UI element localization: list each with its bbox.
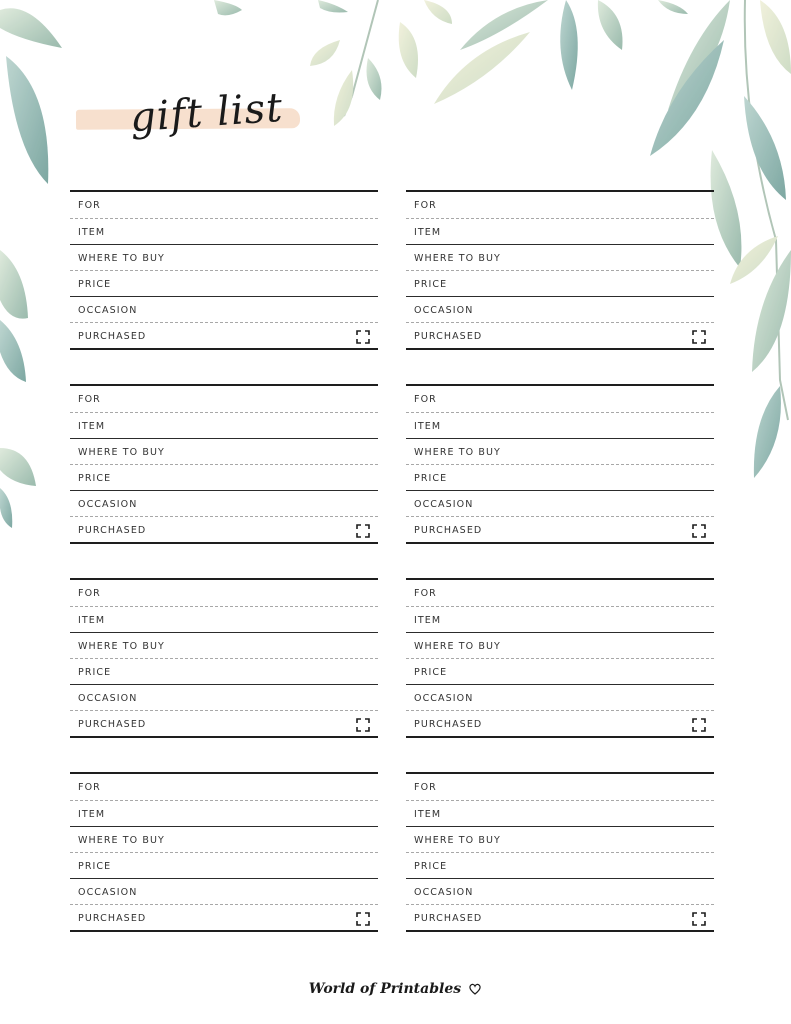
field-row-purchased[interactable] — [70, 322, 378, 348]
field-label: WHERE TO BUY — [414, 835, 501, 846]
field-label: OCCASION — [414, 305, 474, 316]
field-label: OCCASION — [414, 887, 474, 898]
field-row-where-to-buy[interactable] — [406, 438, 714, 464]
field-row-for[interactable] — [406, 580, 714, 606]
field-label: FOR — [78, 394, 101, 405]
field-label: ITEM — [78, 421, 106, 432]
field-label: OCCASION — [414, 693, 474, 704]
field-label: WHERE TO BUY — [78, 835, 165, 846]
footer — [0, 978, 791, 997]
field-row-item[interactable] — [406, 800, 714, 826]
field-row-price[interactable] — [70, 658, 378, 684]
gift-card — [406, 578, 714, 738]
field-label: WHERE TO BUY — [414, 253, 501, 264]
field-row-price[interactable] — [406, 658, 714, 684]
field-row-occasion[interactable] — [70, 878, 378, 904]
field-label: WHERE TO BUY — [78, 641, 165, 652]
field-label: FOR — [78, 588, 101, 599]
field-label: FOR — [414, 394, 437, 405]
field-label: WHERE TO BUY — [78, 447, 165, 458]
field-row-occasion[interactable] — [406, 490, 714, 516]
field-label: OCCASION — [78, 693, 138, 704]
field-label: PURCHASED — [414, 719, 483, 730]
field-row-for[interactable] — [406, 192, 714, 218]
field-label: FOR — [78, 200, 101, 211]
field-row-purchased[interactable] — [406, 322, 714, 348]
field-row-for[interactable] — [406, 386, 714, 412]
field-label: ITEM — [78, 809, 106, 820]
field-row-occasion[interactable] — [70, 296, 378, 322]
gift-card — [406, 190, 714, 350]
field-row-for[interactable] — [70, 386, 378, 412]
gift-card — [406, 772, 714, 932]
field-row-occasion[interactable] — [70, 684, 378, 710]
field-row-where-to-buy[interactable] — [406, 244, 714, 270]
field-row-occasion[interactable] — [406, 296, 714, 322]
field-label: WHERE TO BUY — [78, 253, 165, 264]
field-row-item[interactable] — [406, 218, 714, 244]
heart-icon — [468, 982, 482, 996]
field-label: FOR — [414, 782, 437, 793]
purchased-checkbox-icon[interactable] — [692, 911, 706, 925]
field-row-item[interactable] — [70, 606, 378, 632]
field-row-price[interactable] — [70, 464, 378, 490]
field-row-for[interactable] — [70, 580, 378, 606]
field-row-price[interactable] — [406, 464, 714, 490]
field-row-where-to-buy[interactable] — [70, 244, 378, 270]
gift-card — [70, 772, 378, 932]
field-row-item[interactable] — [70, 412, 378, 438]
brand-logo: World of Printables — [308, 981, 462, 997]
field-label: PURCHASED — [78, 525, 147, 536]
field-label: PURCHASED — [414, 913, 483, 924]
field-label: PURCHASED — [78, 719, 147, 730]
field-label: PRICE — [414, 279, 448, 290]
field-label: ITEM — [414, 809, 442, 820]
field-label: ITEM — [414, 615, 442, 626]
purchased-checkbox-icon[interactable] — [692, 717, 706, 731]
field-label: PRICE — [78, 667, 112, 678]
purchased-checkbox-icon[interactable] — [356, 523, 370, 537]
field-row-purchased[interactable] — [70, 710, 378, 736]
gift-card — [406, 384, 714, 544]
field-row-purchased[interactable] — [406, 904, 714, 930]
field-label: PURCHASED — [414, 525, 483, 536]
field-row-purchased[interactable] — [70, 904, 378, 930]
field-label: PURCHASED — [78, 331, 147, 342]
field-label: ITEM — [414, 421, 442, 432]
field-label: OCCASION — [78, 887, 138, 898]
field-label: PRICE — [78, 861, 112, 872]
purchased-checkbox-icon[interactable] — [356, 329, 370, 343]
field-row-where-to-buy[interactable] — [70, 632, 378, 658]
field-label: ITEM — [414, 227, 442, 238]
gift-card — [70, 578, 378, 738]
field-label: OCCASION — [78, 499, 138, 510]
purchased-checkbox-icon[interactable] — [356, 717, 370, 731]
field-label: PRICE — [414, 667, 448, 678]
field-row-price[interactable] — [70, 852, 378, 878]
field-row-for[interactable] — [70, 774, 378, 800]
field-row-occasion[interactable] — [406, 878, 714, 904]
field-row-item[interactable] — [70, 800, 378, 826]
field-label: PRICE — [78, 279, 112, 290]
field-row-purchased[interactable] — [406, 516, 714, 542]
field-label: PURCHASED — [414, 331, 483, 342]
field-label: ITEM — [78, 227, 106, 238]
field-label: WHERE TO BUY — [414, 447, 501, 458]
field-row-for[interactable] — [406, 774, 714, 800]
field-label: WHERE TO BUY — [414, 641, 501, 652]
field-row-item[interactable] — [70, 218, 378, 244]
field-row-price[interactable] — [406, 270, 714, 296]
field-label: ITEM — [78, 615, 106, 626]
gift-card — [70, 190, 378, 350]
field-row-purchased[interactable] — [70, 516, 378, 542]
gift-card — [70, 384, 378, 544]
field-row-where-to-buy[interactable] — [406, 826, 714, 852]
purchased-checkbox-icon[interactable] — [692, 329, 706, 343]
field-label: FOR — [414, 200, 437, 211]
title-block — [76, 84, 300, 156]
field-row-where-to-buy[interactable] — [70, 826, 378, 852]
field-row-price[interactable] — [70, 270, 378, 296]
field-row-occasion[interactable] — [70, 490, 378, 516]
field-label: FOR — [78, 782, 101, 793]
field-row-item[interactable] — [406, 412, 714, 438]
field-label: OCCASION — [414, 499, 474, 510]
field-row-item[interactable] — [406, 606, 714, 632]
field-label: FOR — [414, 588, 437, 599]
field-label: PRICE — [78, 473, 112, 484]
field-label: PRICE — [414, 473, 448, 484]
purchased-checkbox-icon[interactable] — [692, 523, 706, 537]
field-row-purchased[interactable] — [406, 710, 714, 736]
field-row-price[interactable] — [406, 852, 714, 878]
field-label: OCCASION — [78, 305, 138, 316]
field-row-for[interactable] — [70, 192, 378, 218]
field-row-where-to-buy[interactable] — [70, 438, 378, 464]
page-title: gift list — [128, 84, 285, 142]
field-row-occasion[interactable] — [406, 684, 714, 710]
field-label: PURCHASED — [78, 913, 147, 924]
purchased-checkbox-icon[interactable] — [356, 911, 370, 925]
field-row-where-to-buy[interactable] — [406, 632, 714, 658]
field-label: PRICE — [414, 861, 448, 872]
